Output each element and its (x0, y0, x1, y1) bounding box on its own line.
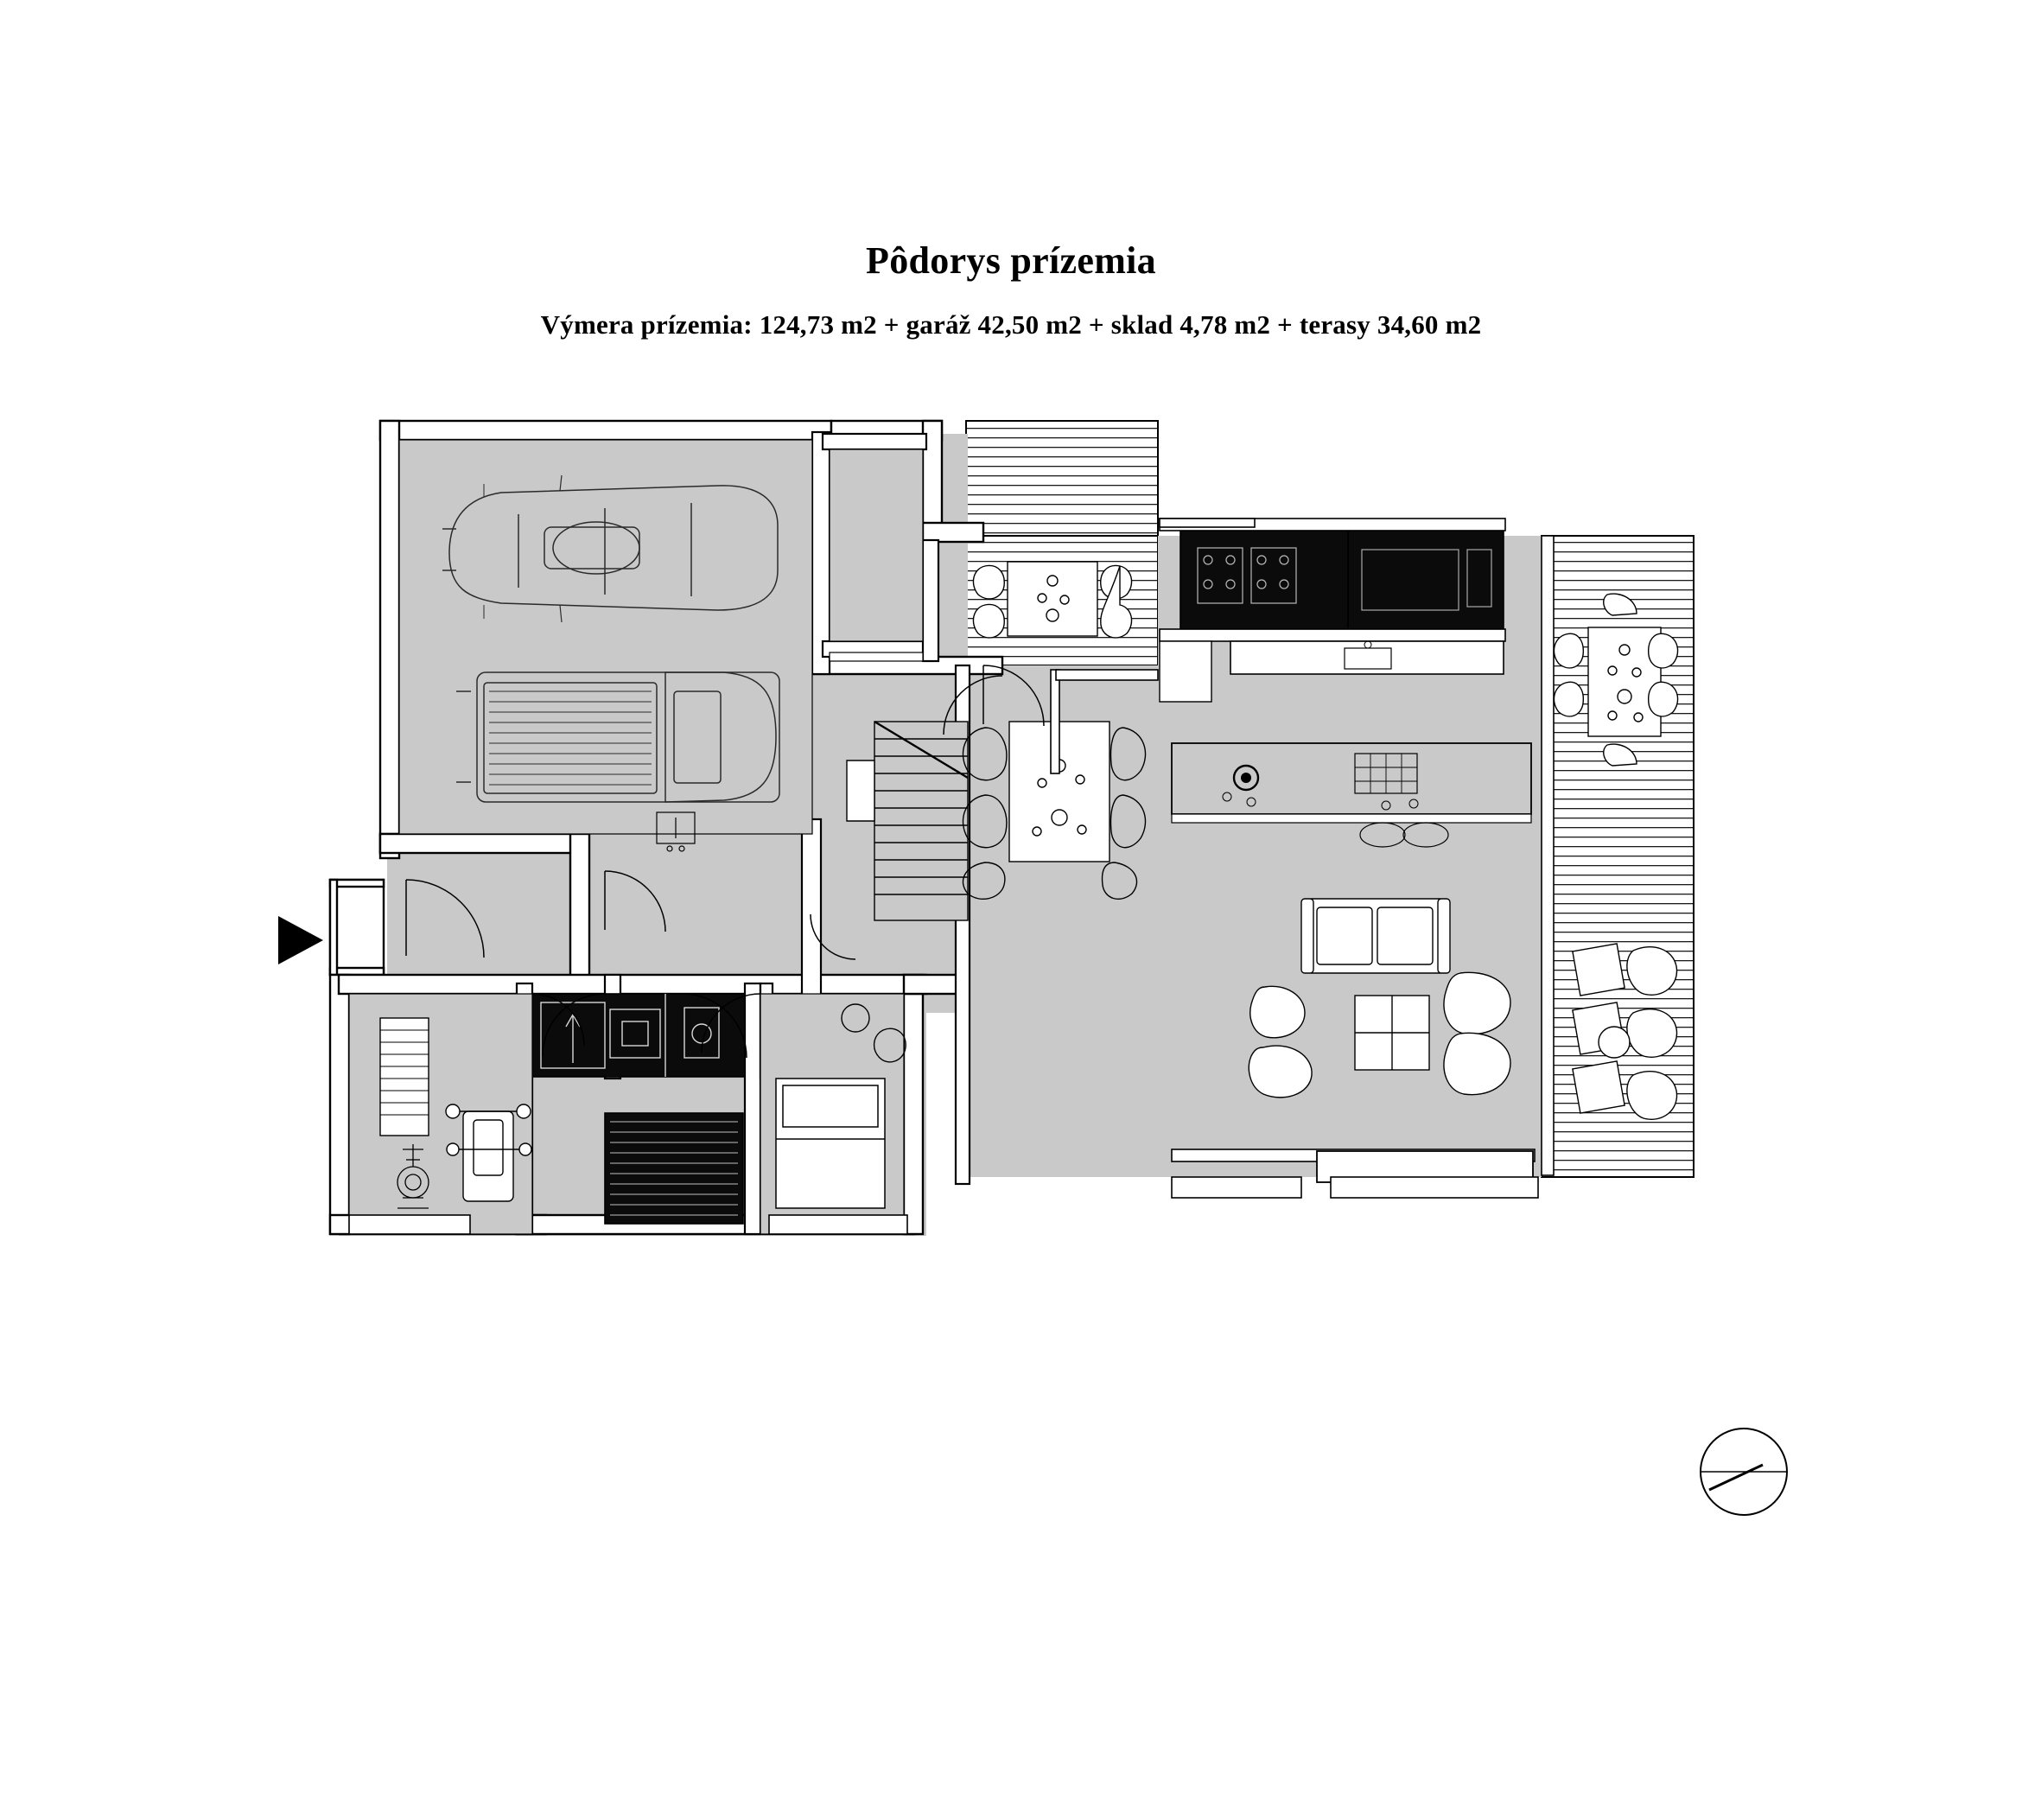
north-arrow-circle (1701, 1429, 1787, 1515)
gym-mat (605, 1113, 743, 1224)
sauna-unit (380, 1018, 429, 1136)
room-bathroom (532, 994, 745, 1077)
page-subtitle: Výmera prízemia: 124,73 m2 + garáž 42,50 m2 + sklad 4,78 m2 + terasy 34,60 m2 (540, 309, 1482, 340)
room-bedroom (760, 994, 906, 1234)
coffee-table (1355, 996, 1429, 1070)
sofa (1301, 899, 1450, 973)
room-storage (830, 449, 923, 661)
entrance-arrow-marker (278, 916, 323, 964)
page-title: Pôdorys prízemia (866, 239, 1156, 282)
bed (776, 1079, 885, 1208)
room-garage (399, 440, 812, 851)
kitchen-sink (1230, 641, 1504, 674)
kitchen-counter (1180, 527, 1504, 629)
